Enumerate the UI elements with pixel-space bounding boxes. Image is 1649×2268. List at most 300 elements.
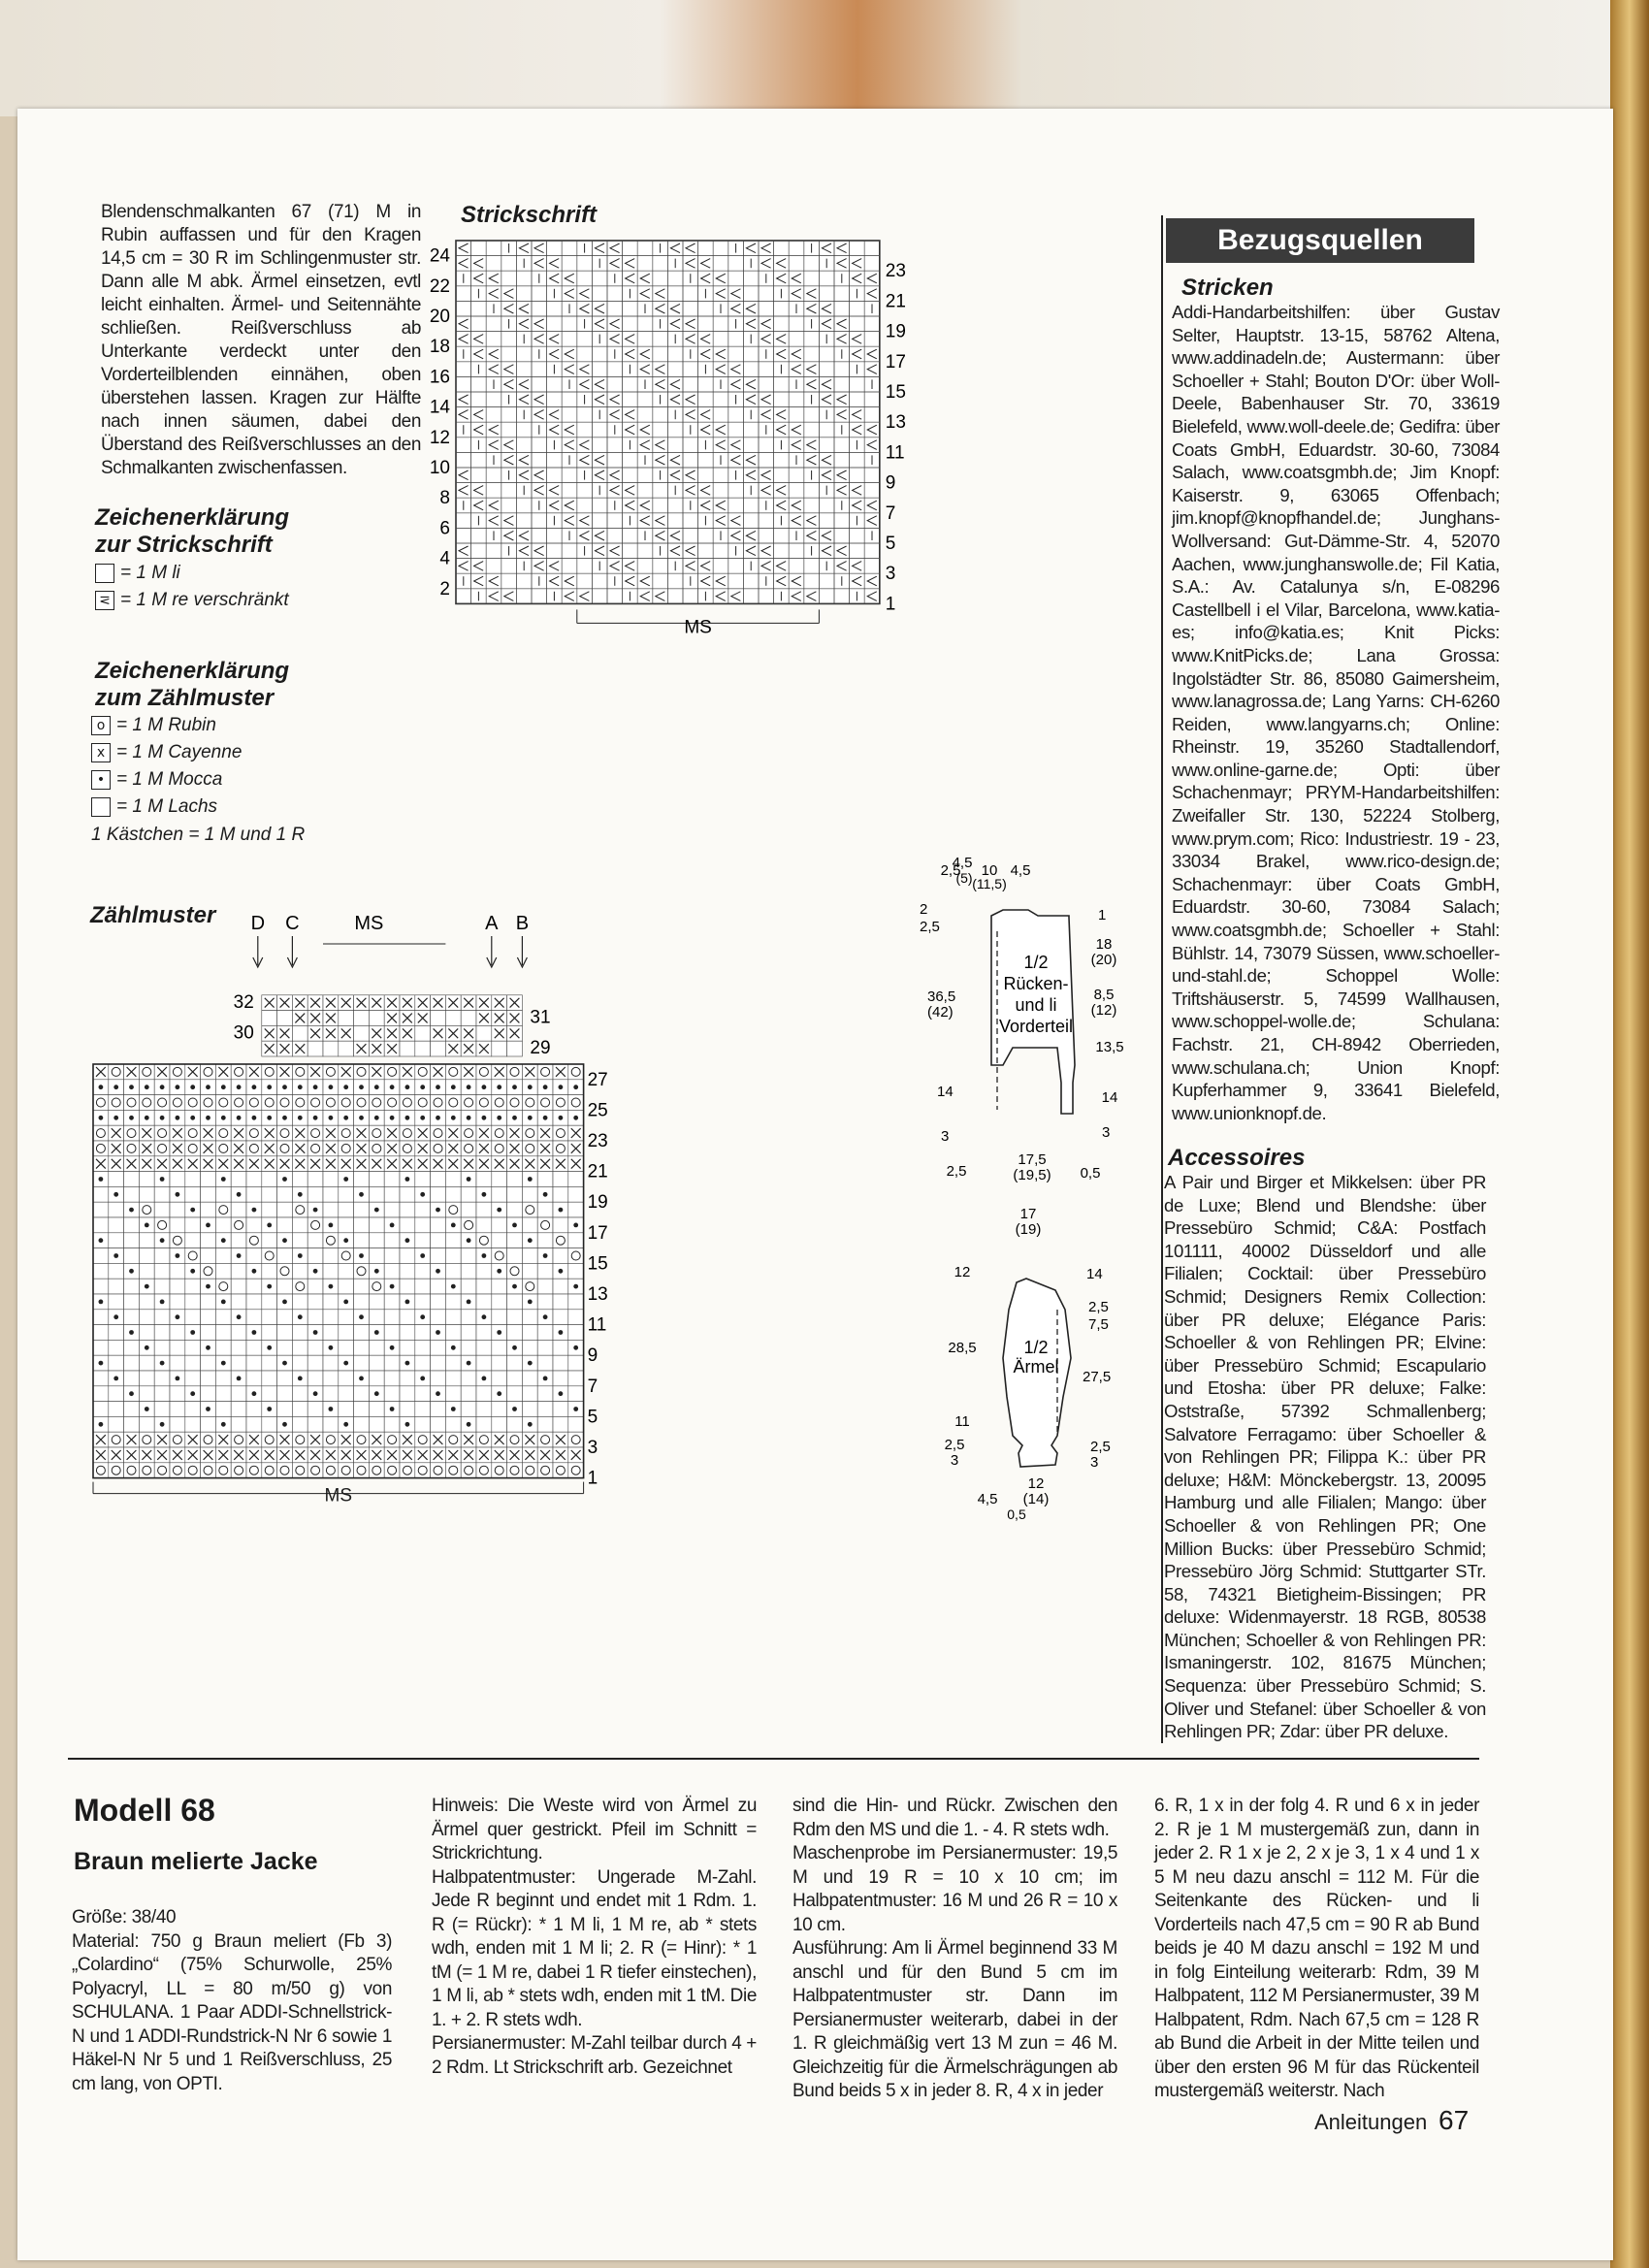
mocca-mark <box>206 1407 210 1411</box>
row-number: 9 <box>587 1345 598 1367</box>
grid-cell <box>93 1310 109 1325</box>
grid-cell <box>537 1325 553 1341</box>
grid-cell <box>277 1386 293 1402</box>
grid-cell <box>445 1233 461 1248</box>
grid-cell <box>431 1095 446 1111</box>
mocca-mark <box>252 1391 257 1396</box>
mocca-mark <box>176 1116 180 1120</box>
mocca-mark <box>113 1253 118 1258</box>
grid-cell <box>231 1416 246 1432</box>
grid-cell <box>215 1186 231 1202</box>
grid-cell <box>262 1432 277 1447</box>
grid-cell <box>277 1325 293 1341</box>
grid-cell <box>139 1310 154 1325</box>
mocca-mark <box>374 1116 379 1120</box>
grid-cell <box>415 1416 431 1432</box>
grid-cell <box>185 1186 201 1202</box>
grid-cell <box>568 1095 584 1111</box>
grid-cell <box>461 1011 476 1026</box>
mocca-mark <box>543 1314 548 1319</box>
grid-cell <box>461 1386 476 1402</box>
section-divider <box>68 1758 1479 1760</box>
mocca-mark <box>313 1085 318 1089</box>
grid-cell <box>307 1186 323 1202</box>
grid-cell <box>354 1233 370 1248</box>
grid-cell <box>246 1186 262 1202</box>
grid-cell <box>415 1325 431 1341</box>
grid-cell <box>307 1279 323 1294</box>
strickschrift-chart <box>417 233 1145 834</box>
grid-cell <box>522 1141 537 1156</box>
mocca-mark <box>482 1192 487 1197</box>
grid-cell <box>215 1095 231 1111</box>
mocca-mark <box>160 1361 165 1366</box>
grid-cell <box>307 1233 323 1248</box>
grid-cell <box>492 1186 507 1202</box>
grid-cell <box>461 1310 476 1325</box>
grid-cell <box>400 1202 415 1217</box>
mocca-mark <box>359 1253 364 1258</box>
grid-cell <box>461 1340 476 1355</box>
mocca-mark <box>559 1116 564 1120</box>
mocca-mark <box>313 1269 318 1274</box>
grid-cell <box>522 1202 537 1217</box>
row-number: 17 <box>885 351 906 373</box>
grid-cell <box>323 1310 339 1325</box>
grid-cell <box>354 1064 370 1080</box>
mocca-mark <box>343 1422 348 1427</box>
ms-label: MS <box>324 1485 353 1507</box>
mocca-mark <box>497 1116 501 1120</box>
grid-cell <box>109 1416 124 1432</box>
grid-cell <box>415 1172 431 1187</box>
grid-cell <box>537 1432 553 1447</box>
grid-cell <box>93 1248 109 1264</box>
grid-cell <box>445 1202 461 1217</box>
grid-cell <box>93 1386 109 1402</box>
mocca-mark <box>267 1345 272 1350</box>
model-title: Modell 68 <box>74 1793 215 1828</box>
grid-cell <box>292 1325 307 1341</box>
dim: 4,5 <box>1010 862 1031 879</box>
grid-cell <box>292 1202 307 1217</box>
grid-cell <box>461 1141 476 1156</box>
grid-cell <box>492 1416 507 1432</box>
grid-cell <box>323 1432 339 1447</box>
mocca-mark <box>282 1177 287 1182</box>
grid-cell <box>124 1371 140 1386</box>
grid-cell <box>568 1386 584 1402</box>
grid-cell <box>537 1386 553 1402</box>
grid-cell <box>109 1202 124 1217</box>
grid-cell <box>246 1310 262 1325</box>
grid-cell <box>445 1371 461 1386</box>
grid-cell <box>384 1172 400 1187</box>
grid-cell <box>537 1355 553 1371</box>
mocca-mark <box>237 1192 242 1197</box>
grid-cell <box>215 1310 231 1325</box>
grid-cell <box>124 1125 140 1141</box>
grid-cell <box>369 1416 384 1432</box>
mocca-mark <box>99 1300 104 1305</box>
mocca-mark <box>206 1284 210 1289</box>
grid-cell <box>339 1202 354 1217</box>
mocca-mark <box>176 1192 180 1197</box>
mocca-mark <box>543 1253 548 1258</box>
grid-cell <box>369 1125 384 1141</box>
mocca-mark <box>420 1116 425 1120</box>
grid-cell <box>476 1294 492 1310</box>
mocca-mark <box>559 1269 564 1274</box>
grid-cell <box>415 1294 431 1310</box>
grid-cell <box>109 1233 124 1248</box>
dim: 2,5 <box>1088 1299 1109 1315</box>
grid-cell <box>369 1402 384 1417</box>
grid-cell <box>400 1186 415 1202</box>
grid-cell <box>354 1325 370 1341</box>
dim: 14 <box>937 1084 954 1100</box>
row-number: 7 <box>587 1376 598 1397</box>
mocca-mark <box>390 1284 395 1289</box>
grid-cell <box>292 1095 307 1111</box>
grid-cell <box>139 1186 154 1202</box>
mocca-mark <box>405 1361 410 1366</box>
grid-cell <box>215 1202 231 1217</box>
grid-cell <box>201 1355 216 1371</box>
grid-cell <box>262 1310 277 1325</box>
grid-cell <box>185 1233 201 1248</box>
mocca-mark <box>405 1300 410 1305</box>
mocca-mark <box>176 1314 180 1319</box>
grid-cell <box>292 1025 307 1041</box>
grid-cell <box>215 1217 231 1233</box>
grid-cell <box>124 1463 140 1478</box>
grid-cell <box>323 1386 339 1402</box>
mocca-mark <box>420 1192 425 1197</box>
grid-cell <box>124 1095 140 1111</box>
mocca-mark <box>497 1085 501 1089</box>
mocca-mark <box>190 1208 195 1213</box>
mocca-mark <box>145 1223 149 1228</box>
grid-cell <box>415 1463 431 1478</box>
grid-cell <box>445 1432 461 1447</box>
grid-cell <box>323 1172 339 1187</box>
grid-cell <box>445 1186 461 1202</box>
body-label: Rücken- <box>1003 974 1069 993</box>
grid-cell <box>522 1463 537 1478</box>
dim: 14 <box>1086 1266 1103 1282</box>
mocca-mark <box>329 1085 334 1089</box>
grid-cell <box>277 1279 293 1294</box>
marker-label: B <box>515 913 530 934</box>
grid-cell <box>124 1248 140 1264</box>
grid-cell <box>553 1294 568 1310</box>
grid-cell <box>431 1186 446 1202</box>
grid-cell <box>262 1233 277 1248</box>
grid-cell <box>170 1463 185 1478</box>
grid-cell <box>231 1172 246 1187</box>
grid-cell <box>553 1233 568 1248</box>
grid-cell <box>415 1402 431 1417</box>
grid-cell <box>262 1011 277 1026</box>
mocca-mark <box>343 1361 348 1366</box>
grid-cell <box>292 1463 307 1478</box>
grid-cell <box>384 1248 400 1264</box>
grid-cell <box>215 1402 231 1417</box>
mocca-mark <box>160 1238 165 1243</box>
grid-cell <box>492 1279 507 1294</box>
grid-cell <box>262 1463 277 1478</box>
grid-cell <box>323 1064 339 1080</box>
bezugsquellen-heading: Bezugsquellen <box>1166 218 1474 263</box>
grid-cell <box>277 1463 293 1478</box>
grid-cell <box>93 1095 109 1111</box>
grid-cell <box>201 1371 216 1386</box>
grid-cell <box>262 1416 277 1432</box>
grid-cell <box>476 1095 492 1111</box>
grid-cell <box>507 1355 523 1371</box>
grid-cell <box>246 1294 262 1310</box>
rubin-symbol: o <box>91 716 111 735</box>
grid-cell <box>522 1371 537 1386</box>
grid-cell <box>415 1355 431 1371</box>
grid-cell <box>323 1355 339 1371</box>
grid-cell <box>537 1095 553 1111</box>
mocca-mark <box>129 1085 134 1089</box>
grid-cell <box>277 1141 293 1156</box>
row-number: 15 <box>587 1253 608 1275</box>
grid-cell <box>354 1386 370 1402</box>
grid-cell <box>384 1386 400 1402</box>
mocca-mark <box>467 1177 471 1182</box>
grid-cell <box>231 1233 246 1248</box>
grid-cell <box>323 1233 339 1248</box>
grid-cell <box>139 1294 154 1310</box>
grid-cell <box>400 1463 415 1478</box>
grid-cell <box>369 1217 384 1233</box>
dim: 11 <box>954 1413 970 1430</box>
grid-cell <box>124 1233 140 1248</box>
mocca-mark <box>343 1116 348 1120</box>
grid-cell <box>431 1141 446 1156</box>
grid-cell <box>139 1432 154 1447</box>
grid-cell <box>277 1310 293 1325</box>
grid-cell <box>231 1432 246 1447</box>
grid-cell <box>339 1125 354 1141</box>
grid-cell <box>139 1325 154 1341</box>
grid-cell <box>307 1172 323 1187</box>
grid-cell <box>262 1386 277 1402</box>
grid-cell <box>415 1233 431 1248</box>
dim: 17 <box>1019 1206 1037 1222</box>
grid-cell <box>553 1279 568 1294</box>
grid-cell <box>568 1186 584 1202</box>
grid-cell <box>262 1371 277 1386</box>
grid-cell <box>277 1217 293 1233</box>
mocca-mark <box>267 1407 272 1411</box>
grid-cell <box>154 1248 170 1264</box>
grid-cell <box>185 1310 201 1325</box>
grid-cell <box>323 1041 339 1056</box>
legend1-title: Zeichenerklärung zur Strickschrift <box>95 504 290 558</box>
dim: (5) <box>955 870 973 886</box>
grid-cell <box>492 1041 507 1056</box>
grid-cell <box>93 1202 109 1217</box>
grid-cell <box>445 1064 461 1080</box>
grid-cell <box>369 1279 384 1294</box>
grid-cell <box>445 1172 461 1187</box>
grid-cell <box>522 1186 537 1202</box>
grid-cell <box>277 1371 293 1386</box>
dim: 2,5 <box>1090 1439 1111 1455</box>
grid-cell <box>507 1416 523 1432</box>
legend2-item: = 1 M Lachs <box>91 794 305 821</box>
grid-cell <box>201 1325 216 1341</box>
marker-label: MS <box>354 913 384 934</box>
grid-cell <box>246 1355 262 1371</box>
grid-cell <box>246 1172 262 1187</box>
grid-cell <box>323 1248 339 1264</box>
grid-cell <box>292 1386 307 1402</box>
grid-cell <box>124 1217 140 1233</box>
grid-cell <box>201 1186 216 1202</box>
grid-cell <box>231 1217 246 1233</box>
grid-cell <box>231 1202 246 1217</box>
grid-cell <box>492 1402 507 1417</box>
mocca-mark <box>405 1085 410 1089</box>
grid-cell <box>507 1095 523 1111</box>
mocca-mark <box>176 1085 180 1089</box>
dim: 36,5 <box>927 988 956 1005</box>
row-number: 31 <box>530 1007 551 1028</box>
marker-label: D <box>250 913 266 934</box>
grid-cell <box>339 1279 354 1294</box>
mocca-mark <box>313 1116 318 1120</box>
row-number: 16 <box>429 367 450 388</box>
stricken-heading: Stricken <box>1181 275 1274 301</box>
grid-cell <box>170 1416 185 1432</box>
grid-cell <box>246 1402 262 1417</box>
row-number: 21 <box>885 291 906 312</box>
grid-cell <box>507 1041 523 1056</box>
grid-cell <box>476 1263 492 1279</box>
grid-cell <box>461 1125 476 1141</box>
grid-cell <box>124 1141 140 1156</box>
legend2-list <box>91 712 305 846</box>
grid-cell <box>262 1172 277 1187</box>
row-number: 12 <box>429 427 450 448</box>
grid-cell <box>185 1125 201 1141</box>
footer-section: Anleitungen <box>1314 2110 1428 2134</box>
grid-cell <box>461 1463 476 1478</box>
grid-cell <box>93 1463 109 1478</box>
stricken-text: Addi-Handarbeitshilfen: über Gustav Selter, Hauptstr. 13-15, 58762 Altena, www.addinadeln.de; Austermann: über Schoeller + Stahl; Bouton D'Or: über Woll-Deele, Babenhauser Str. 70, 33619 Bielefeld, www.woll-deele.de; Gedifra: über Coats GmbH, Eduardstr. 30-60, 73084 Salach, www.coatsgmbh.de; Jim Knopf: Kaiserstr. 9, 63065 Offenbach; jim.knopf@knopfhandel.de; Junghans-Wollversand: Gut-Dämme-Str. 4, 52070 Aachen, www.junghanswolle.de; Fil Katia, S.A.: Av. Catalunya s/n, E-08296 Castellbell i el Vilar, Barcelona, www.katia-es; info@katia.es; Knit Picks: www.KnitPicks.de; Lana Grossa: Ingolstädter Str. 86, 85080 Gaimersheim, www.lanagrossa.de; Lang Yarns: CH-6260 Reiden, www.langyarns.ch; Online: Rheinstr. 19, 35260 Stadtallendorf, www.online-garne.de; Opti: über Schachenmayr; PRYM-Handarbeitshilfen: Zweifaller Str. 130, 52224 Stolberg, www.prym.com; Rico: Industriestr. 19 - 23, 33034 Brakel, www.rico-design.de; Schachenmayr: über Coats GmbH, Eduardstr. 30-60, 73084 Salach; www.coatsgmbh.de; Schoeller + Stahl: Bühlstr. 14, 73079 Süssen, www.schoeller-und-stahl.de; Schoppel Wolle: Triftshäuserstr. 5, 74599 Wallhausen, www.schoppel-wolle.de; Schulana: Fachstr. 21, CH-8942 Oberrieden, www.schulana.ch; Union Knopf: Kupferhammer 9, 33641 Bielefeld, www.unionknopf.de. <box>1172 302 1500 1123</box>
grid-cell <box>445 1263 461 1279</box>
grid-cell <box>277 1340 293 1355</box>
body-label: und li <box>1015 995 1057 1015</box>
grid-cell <box>339 1186 354 1202</box>
grid-cell <box>215 1248 231 1264</box>
grid-cell <box>553 1402 568 1417</box>
grid-cell <box>109 1432 124 1447</box>
grid-cell <box>185 1463 201 1478</box>
dim: 13,5 <box>1095 1039 1124 1055</box>
grid-cell <box>307 1310 323 1325</box>
grid-cell <box>461 1186 476 1202</box>
mocca-mark <box>559 1330 564 1335</box>
grid-cell <box>400 1263 415 1279</box>
grid-cell <box>492 1355 507 1371</box>
grid-cell <box>154 1202 170 1217</box>
page-number: 67 <box>1439 2105 1470 2135</box>
grid-cell <box>568 1248 584 1264</box>
grid-cell <box>568 1371 584 1386</box>
mocca-mark <box>359 1314 364 1319</box>
twisted-knit-symbol: ⋜ <box>95 591 114 610</box>
dim: 17,5 <box>1018 1151 1047 1168</box>
grid-cell <box>445 1095 461 1111</box>
grid-cell <box>537 1463 553 1478</box>
row-number: 23 <box>587 1131 608 1151</box>
grid-cell <box>553 1141 568 1156</box>
grid-cell <box>323 1463 339 1478</box>
grid-cell <box>231 1294 246 1310</box>
row-number: 25 <box>587 1100 608 1121</box>
grid-cell <box>476 1355 492 1371</box>
grid-cell <box>109 1279 124 1294</box>
purl-symbol <box>95 564 114 583</box>
mocca-mark <box>374 1085 379 1089</box>
model-subtitle: Braun melierte Jacke <box>74 1848 318 1875</box>
grid-cell <box>201 1310 216 1325</box>
grid-cell <box>339 1371 354 1386</box>
grid-cell <box>292 1279 307 1294</box>
grid-cell <box>400 1095 415 1111</box>
grid-cell <box>476 1386 492 1402</box>
grid-cell <box>139 1064 154 1080</box>
grid-cell <box>568 1432 584 1447</box>
grid-cell <box>400 1141 415 1156</box>
grid-cell <box>292 1172 307 1187</box>
mocca-mark <box>99 1177 104 1182</box>
grid-cell <box>231 1263 246 1279</box>
grid-cell <box>507 1371 523 1386</box>
grid-cell <box>369 1248 384 1264</box>
mocca-mark <box>573 1085 578 1089</box>
grid-cell <box>323 1186 339 1202</box>
grid-cell <box>307 1095 323 1111</box>
grid-cell <box>323 1416 339 1432</box>
grid-cell <box>553 1172 568 1187</box>
grid-cell <box>476 1416 492 1432</box>
grid-cell <box>384 1432 400 1447</box>
zaehlmuster-chart <box>58 907 912 1741</box>
grid-cell <box>323 1294 339 1310</box>
grid-cell <box>109 1064 124 1080</box>
grid-cell <box>323 1325 339 1341</box>
grid-cell <box>522 1248 537 1264</box>
grid-cell <box>445 1325 461 1341</box>
grid-cell <box>231 1064 246 1080</box>
mocca-mark <box>237 1377 242 1381</box>
row-number: 27 <box>587 1069 608 1090</box>
grid-cell <box>154 1186 170 1202</box>
grid-cell <box>507 1172 523 1187</box>
grid-cell <box>231 1355 246 1371</box>
grid-cell <box>201 1386 216 1402</box>
mocca-mark <box>573 1223 578 1228</box>
grid-cell <box>537 1402 553 1417</box>
